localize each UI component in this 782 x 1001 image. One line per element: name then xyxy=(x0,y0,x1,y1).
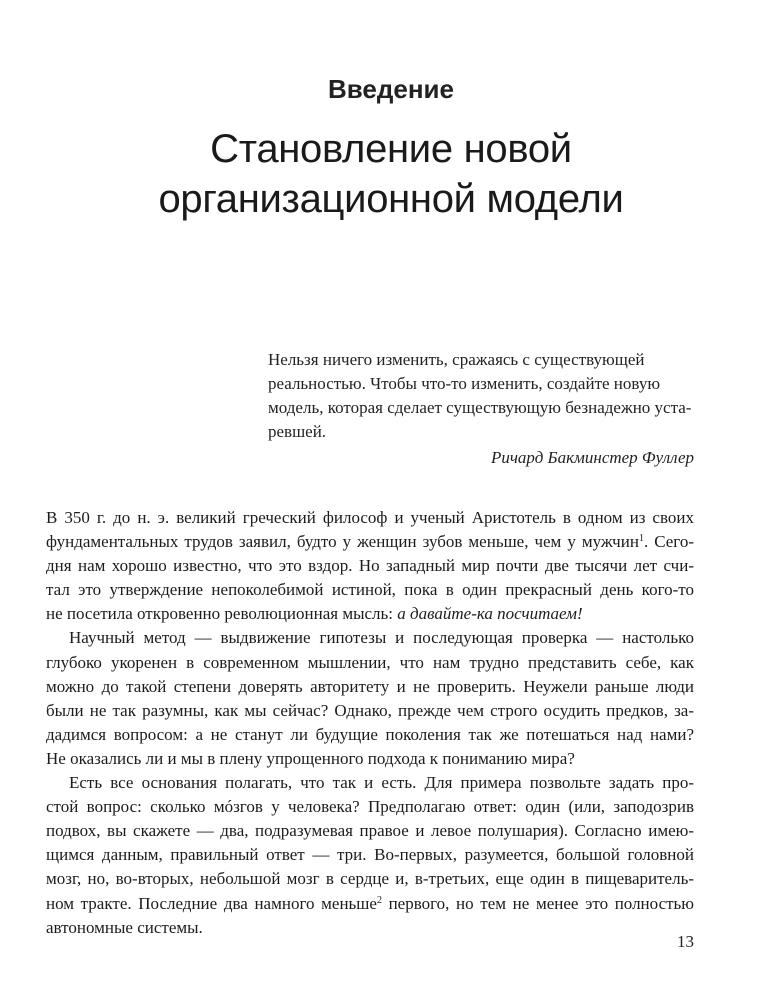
paragraph-1-text: . Сего- xyxy=(643,532,694,552)
paragraph-3-text: первого, но тем не менее это полностью xyxy=(381,893,695,913)
paragraph-2-line: дадимся вопросом: а не станут ли будущие поколения так же потешаться над нами? xyxy=(46,724,694,744)
chapter-label: Введение xyxy=(328,74,454,104)
paragraph-2-line: Не оказались ли и мы в плену упрощенного подхода к пониманию мира? xyxy=(46,748,575,768)
epigraph-line: модель, которая сделает существующую безнадежно уста- xyxy=(268,398,692,417)
paragraph-1-text: не посетила откровенно революционная мысль: xyxy=(46,604,398,624)
paragraph-1-line: дня нам хорошо известно, что это вздор. Но западный мир почти две тысячи лет счи- xyxy=(46,556,694,576)
epigraph-line: реальностью. Чтобы что-то изменить, создайте новую xyxy=(268,374,661,393)
paragraph-1-text: фундаментальных трудов заявил, будто у женщин зубов меньше, чем у мужчин xyxy=(46,532,639,552)
paragraph-3-line: подвох, вы скажете — два, подразумевая правое и левое полушария). Согласно имею- xyxy=(46,821,694,841)
page-number: 13 xyxy=(677,932,694,951)
paragraph-2-line: были не так разумны, как мы сейчас? Однако, прежде чем строго осудить предков, за- xyxy=(46,700,694,720)
epigraph xyxy=(268,348,694,470)
chapter-title-line-1: Становление новой xyxy=(210,127,572,171)
epigraph-line: Нельзя ничего изменить, сражаясь с существующей xyxy=(268,350,645,369)
paragraph-1-emphasis: а давайте-ка посчитаем! xyxy=(397,604,583,624)
paragraph-2-line: Научный метод — выдвижение гипотезы и последующая проверка — настолько xyxy=(69,628,694,648)
paragraph-1-line: тал это утверждение непоколебимой истиной, пока в один прекрасный день кого-то xyxy=(46,580,694,600)
paragraph-2-line: можно до такой степени доверять авторитету и не проверить. Неужели раньше люди xyxy=(46,676,694,696)
paragraph-1-line xyxy=(46,602,694,626)
paragraph-3-line xyxy=(46,892,694,916)
body-text xyxy=(46,506,694,940)
chapter-title xyxy=(0,124,782,224)
paragraph-2-line: глубоко укоренен в современном мышлении, что нам трудно представить себе, как xyxy=(46,652,694,672)
chapter-title-line-2: организационной модели xyxy=(158,177,624,221)
paragraph-3-text: ном тракте. Последние два намного меньше xyxy=(46,893,377,913)
paragraph-3-line: автономные системы. xyxy=(46,917,203,937)
footnote-ref-2[interactable]: 2 xyxy=(376,894,382,906)
paragraph-1-line: В 350 г. до н. э. великий греческий философ и ученый Аристотель в одном из своих xyxy=(46,508,694,527)
paragraph-3-line: стой вопрос: сколько мóзгов у человека? Предполагаю ответ: один (или, заподозрив xyxy=(46,797,694,817)
epigraph-line: ревшей. xyxy=(268,422,327,441)
paragraph-3-line: Есть все основания полагать, что так и есть. Для примера позвольте задать про- xyxy=(69,773,694,793)
paragraph-1-line xyxy=(46,530,694,554)
footnote-ref-1[interactable]: 1 xyxy=(638,533,644,545)
epigraph-author: Ричард Бакминстер Фуллер xyxy=(490,448,694,467)
paragraph-3-line: мозг, но, во-вторых, небольшой мозг в сердце и, в-третьих, еще один в пищеваритель- xyxy=(46,869,694,889)
paragraph-3-line: щимся данным, правильный ответ — три. Во-первых, разумеется, большой головной xyxy=(46,845,694,865)
